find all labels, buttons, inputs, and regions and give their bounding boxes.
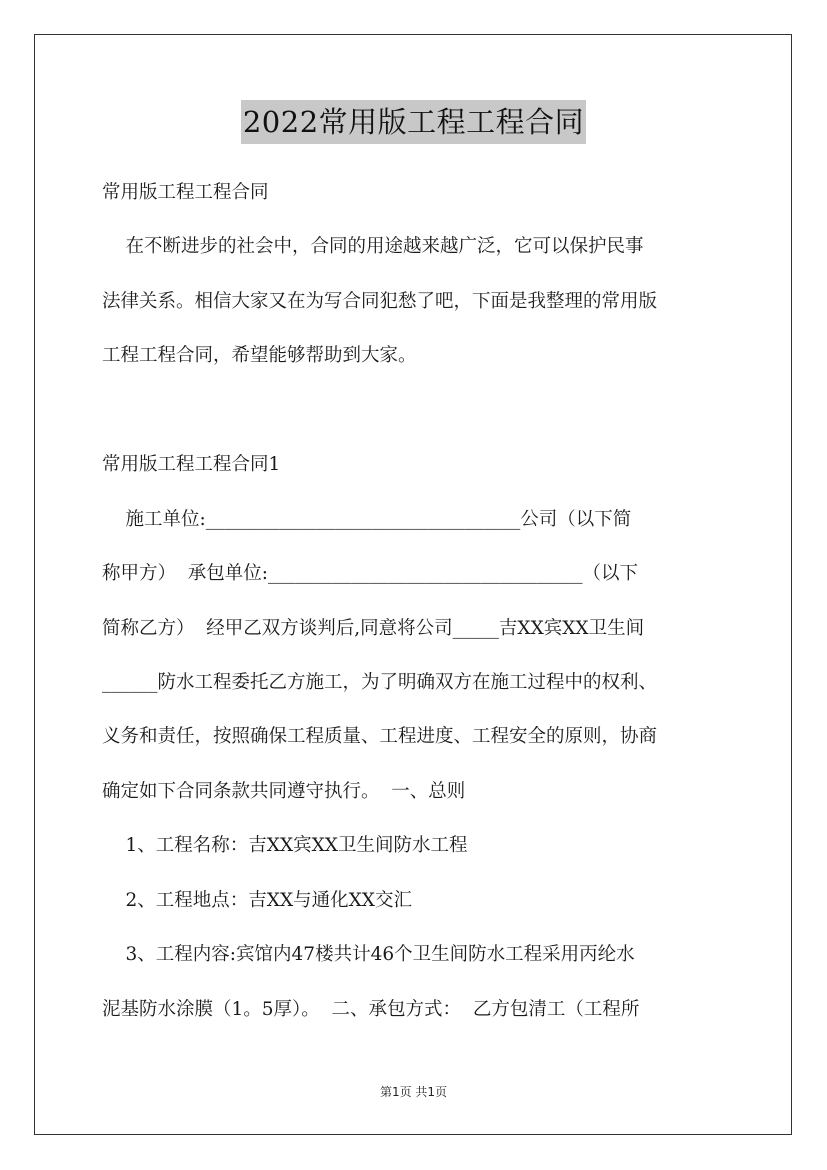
body-line: 称甲方） 承包单位:__________________________________（以下 [102, 563, 638, 584]
title-container [0, 100, 827, 144]
document-title: 2022常用版工程工程合同 [241, 100, 586, 144]
body-line: 义务和责任，按照确保工程质量、工程进度、工程安全的原则，协商 [102, 726, 658, 747]
body-line: 在不断进步的社会中，合同的用途越来越广泛，它可以保护民事 [102, 236, 644, 257]
body-line: 1、工程名称：吉XX宾XX卫生间防水工程 [102, 835, 468, 856]
body-line: 简称乙方） 经甲乙双方谈判后,同意将公司_____吉XX宾XX卫生间 [102, 618, 645, 639]
body-line: 工程工程合同，希望能够帮助到大家。 [102, 345, 417, 366]
body-line: 2、工程地点：吉XX与通化XX交汇 [102, 890, 412, 911]
body-line: 确定如下合同条款共同遵守执行。 一、总则 [102, 781, 466, 802]
section-heading: 常用版工程工程合同1 [102, 454, 281, 475]
body-line: ______防水工程委托乙方施工，为了明确双方在施工过程中的权利、 [102, 672, 658, 693]
body-line: 法律关系。相信大家又在为写合同犯愁了吧，下面是我整理的常用版 [102, 291, 658, 312]
section-heading: 常用版工程工程合同 [102, 182, 269, 203]
body-line: 泥基防水涂膜（1。5厚）。 二、承包方式： 乙方包清工（工程所 [102, 999, 640, 1020]
body-line: 3、工程内容:宾馆内47楼共计46个卫生间防水工程采用丙纶水 [102, 944, 635, 965]
body-line: 施工单位:__________________________________公司（以下简 [102, 509, 632, 530]
page-footer: 第1页 共1页 [379, 1085, 448, 1099]
